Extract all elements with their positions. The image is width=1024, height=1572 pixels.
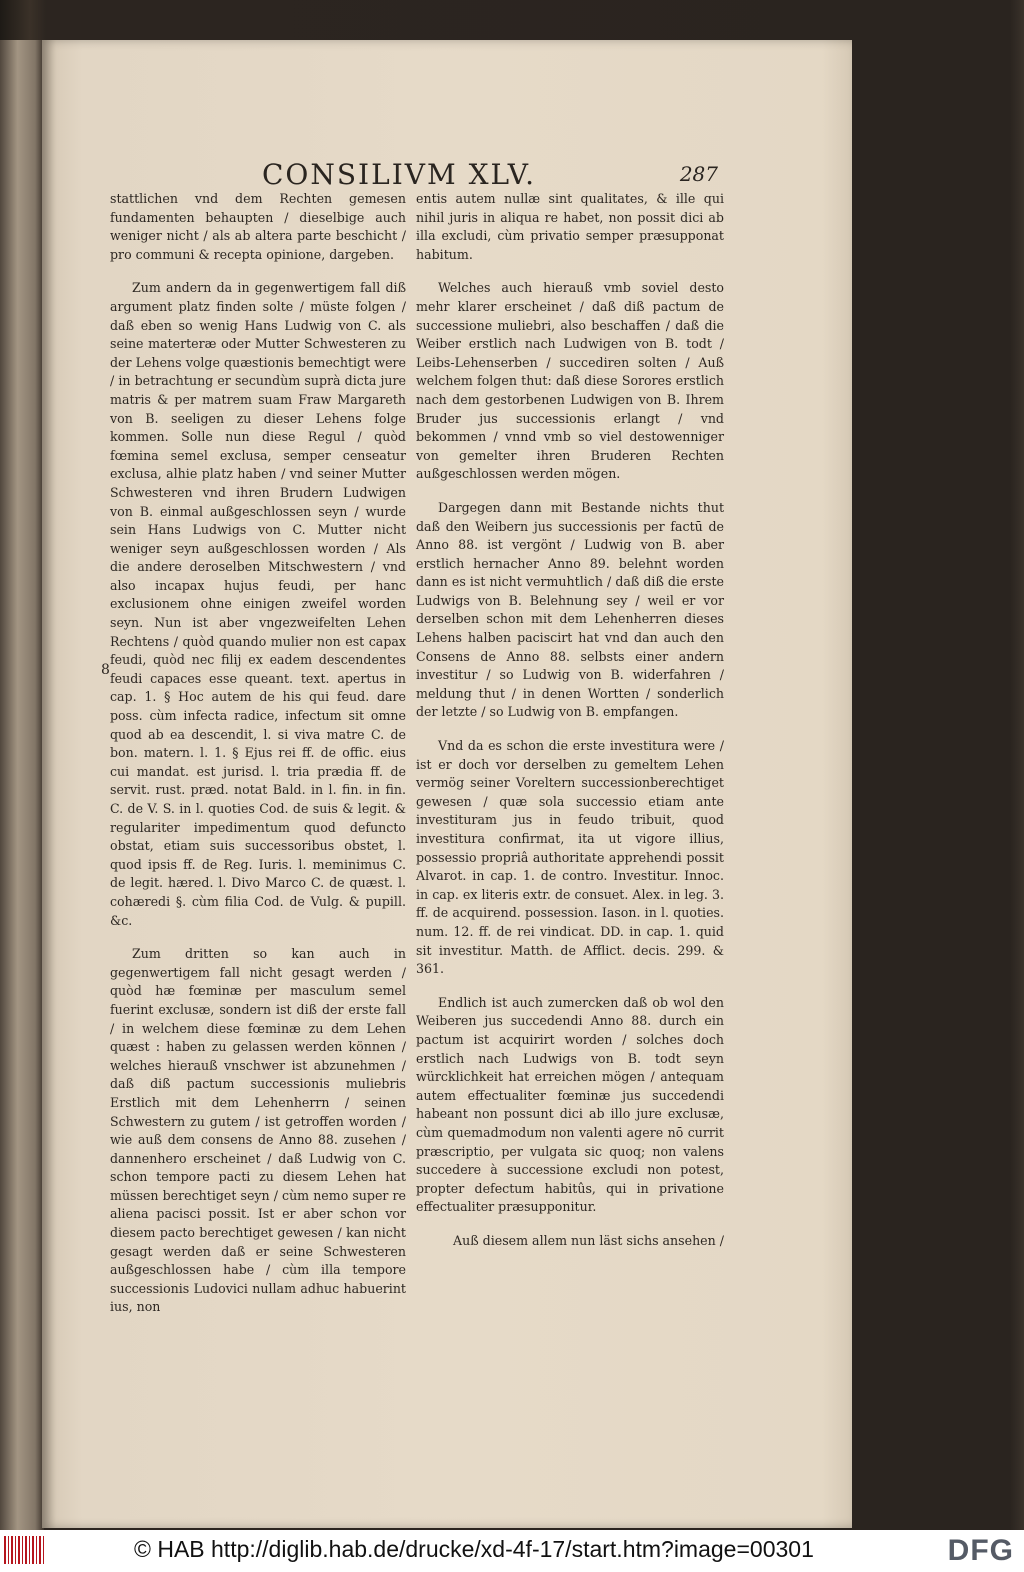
paragraph: Zum andern da in gegenwertigem fall diß argument platz finden solte / müste folgen / daß eben so wenig Hans Ludwig von C. als seine materteræ oder Mutter Schwesteren zu der Lehens volge quæstionis bemechtigt were / in betrachtung er secundùm suprà dicta jure matris & per matrem suam Fraw Margareth von B. seeligen zu dieser Lehens folge kommen. Solle nun diese Regul / quòd fœmina semel exclusa, semper censeatur exclusa, alhie platz haben / vnd seiner Mutter Schwesteren vnd ihren Brudern Ludwigen von B. einmal außgeschlossen seyn / wurde sein Hans Ludwigs von C. Mutter nicht weniger seyn außgeschlossen worden / Als die andere deroselben Mitschwestern / vnd also incapax hujus feudi, per hanc exclusionem ohne einigen zweifel worden seyn. Nun ist aber vngezweifelten Lehen Rechtens / quòd quando mulier non est capax feudi, quòd nec filij ex eadem descendentes feudi capaces esse queant. text. apertus in cap. 1. § Hoc autem de his qui feud. dare poss. cùm infecta radice, infectum sit omne quod ab ea descendit, l. si viva matre C. de bon. matern. l. 1. § Ejus rei ff. de offic. eius cui mandat. est jurisd. l. tria prædia ff. de servit. rust. præd. notat Bald. in l. fin. in fin. C. de V. S. in l. quoties Cod. de suis & legit. & regulariter impedimentum quod defuncto obstat, etiam suis successoribus obstet, l. quod ipsis ff. de Reg. Iuris. l. meminimus C. de legit. hæred. l. Divo Marco C. de quæst. l. cohæredi §. cùm filia Cod. de Vulg. & pupill. &c.: [110, 280, 406, 928]
source-credit-link[interactable]: © HAB http://diglib.hab.de/drucke/xd-4f-17/start.htm?image=00301: [134, 1536, 814, 1562]
paragraph: entis autem nullæ sint qualitates, & ille qui nihil juris in aliqua re habet, non possit dici ab illa excludi, cùm privatio semper præsupponat habitum.: [416, 191, 724, 262]
paragraph: Zum dritten so kan auch in gegenwertigem fall nicht gesagt werden / quòd hæ fœminæ per masculum semel fuerint exclusæ, sondern ist diß der erste fall / in welchem diese fœminæ zu dem Lehen quæst : haben zu gelassen werden können / welches hierauß vnschwer ist abzunehmen / daß diß pactum successionis muliebris Erstlich mit dem Lehenherrn / seinen Schwestern zu gutem / ist getroffen worden / wie auß dem consens de Anno 88. zusehen / dannenhero erscheinet / daß Ludwig von C. schon tempore pacti zu diesem Lehen hat müssen berechtiget seyn / cùm nemo super re aliena pacisci possit. Ist er aber schon vor diesem pacto berechtiget gewesen / kan nicht gesagt werden daß er seine Schwesteren außgeschlossen habe / cùm illa tempore successionis Ludovici nullam adhuc habuerint ius, non: [110, 946, 406, 1315]
page-number: 287: [679, 162, 718, 186]
left-column: [110, 190, 406, 1332]
running-title: CONSILIVM XLV.: [262, 158, 536, 191]
paragraph: Welches auch hierauß vmb soviel desto mehr klarer erscheinet / daß diß pactum de successione muliebri, also beschaffen / daß die Weiber erstlich nach Ludwigen von B. todt / Leibs-Lehenserben / succediren solten / Auß welchem folgen thut: daß diese Sorores erstlich nach dem gestorbenen Ludwigen von B. Ihrem Bruder jus successionis erlangt / vnd bekommen / vnnd vmb so viel destowenniger von gemelter ihren Bruderen Rechten außgeschlossen werden mögen.: [416, 280, 724, 482]
page-header: [252, 158, 724, 192]
right-column: [416, 190, 724, 1265]
catchword-line: Auß diesem allem nun läst sichs ansehen /: [453, 1232, 724, 1248]
paragraph: Vnd da es schon die erste investitura were / ist er doch vor derselben zu gemeltem Lehen vermög seiner Voreltern successionberechtiget gewesen / quæ sola successio etiam ante investituram jus in feudo tribuit, quod investitura confirmat, ita ut vigore illius, possessio propriâ authoritate apprehendi possit Alvarot. in cap. 1. de contro. Investitur. Innoc. in cap. ex literis extr. de consuet. Alex. in leg. 3. ff. de acquirend. possession. Iason. in l. quoties. num. 12. ff. de rei vindicat. DD. in cap. 1. quid sit investitur. Matth. de Afflict. decis. 299. & 361.: [416, 738, 724, 977]
viewer-footer: [0, 1530, 1024, 1572]
paragraph: Endlich ist auch zumercken daß ob wol den Weiberen jus succedendi Anno 88. durch ein pactum ist acquirirt worden / solches doch erstlich nach Ludwigs von B. todt seyn würcklichkeit hat erreichen mögen / antequam autem effectualiter fœminæ jus succedendi habeant non possunt dici ab illo jure exclusæ, cùm quemadmodum non valenti agere nō currit præscriptio, per vulgata sic quoq; non valens succedere à successione excludi non potest, propter defectum habitûs, qui in privatione effectualiter præsupponitur.: [416, 994, 724, 1215]
paragraph: stattlichen vnd dem Rechten gemesen fundamenten behaupten / dieselbige auch weniger nicht / als ab altera parte beschicht / pro communi & recepta opinione, dargeben.: [110, 191, 406, 262]
dfg-logo: DFG: [947, 1534, 1014, 1567]
hab-barcode-icon: [4, 1536, 44, 1564]
paragraph: Dargegen dann mit Bestande nichts thut daß den Weibern jus successionis per factū de Anno 88. ist vergönt / Ludwig von B. aber erstlich hernacher Anno 89. belehnt worden dann es ist nicht vermuhtlich / daß diß die erste Ludwigs von B. Belehnung sey / weil er vor derselben schon mit dem Lehenherren dieses Lehens halben paciscirt hat vnd dan auch den Consens de Anno 88. selbsts einer andern investitur / so Ludwig von B. widerfahren / meldung thut / in denen Wortten / sonderlich der letzte / so Ludwig von B. empfangen.: [416, 499, 724, 720]
previous-page-edge: [0, 40, 44, 1530]
marginal-number: 8: [101, 662, 110, 678]
